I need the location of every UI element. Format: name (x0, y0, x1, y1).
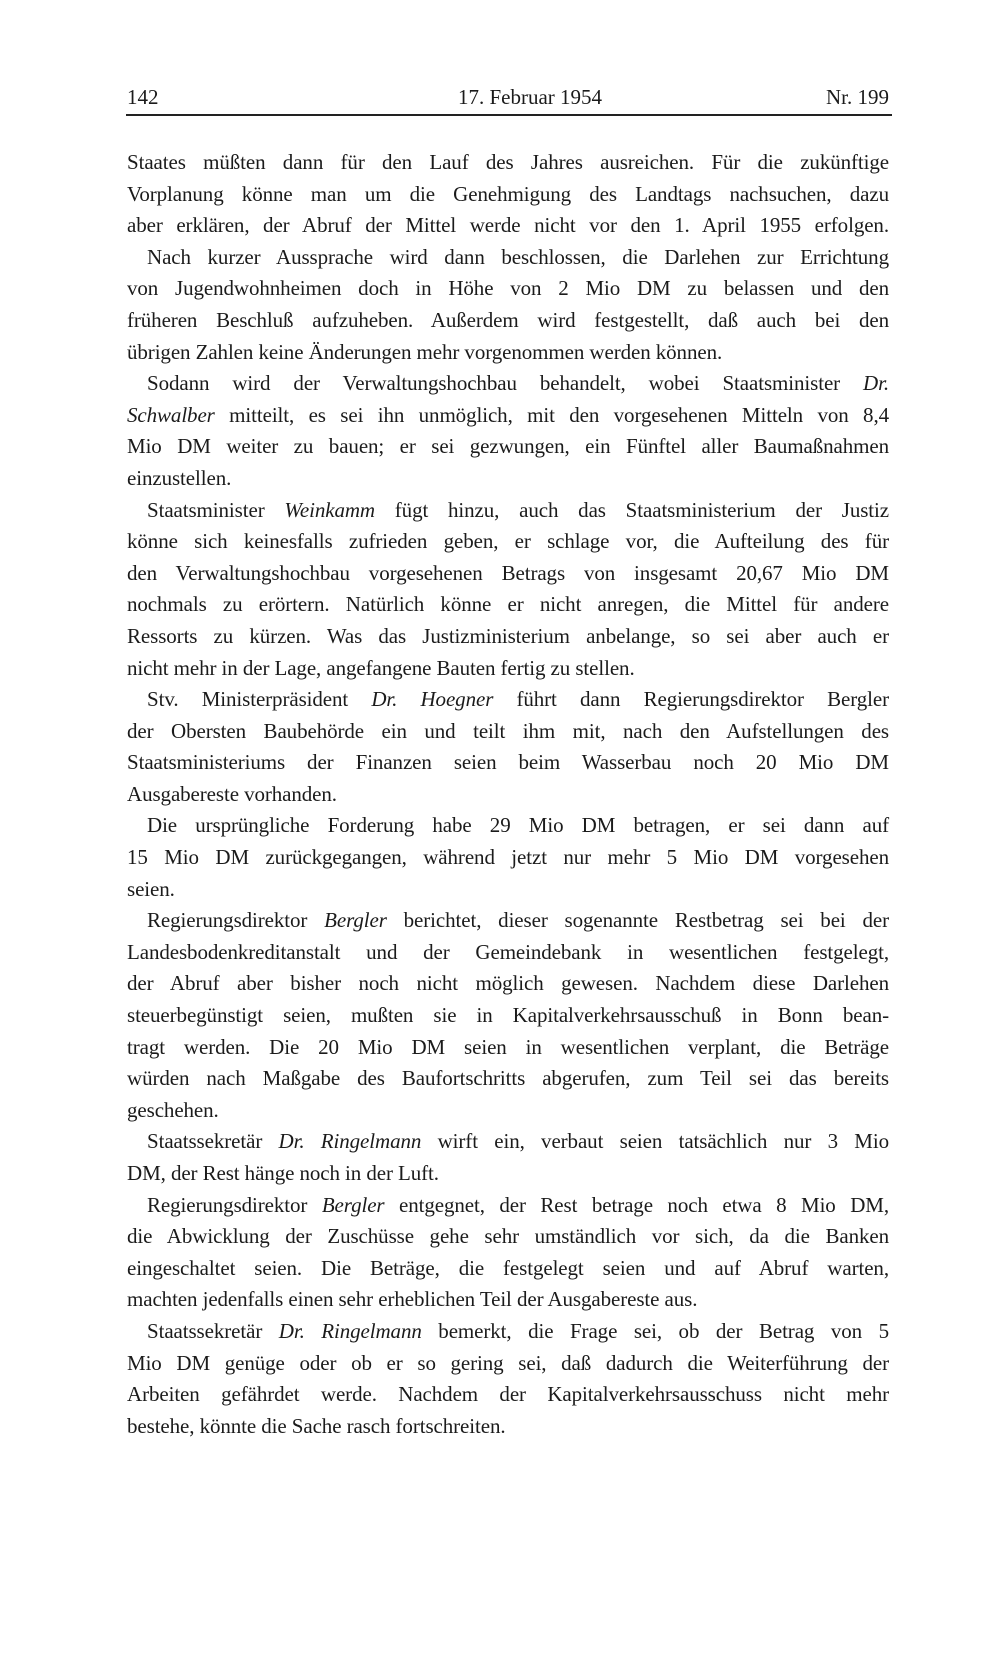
text-line: früheren Beschluß aufzuheben. Außerdem wird festgestellt, daß auch bei den (127, 307, 889, 332)
header-date: 17. Februar 1954 (457, 85, 603, 109)
text-line: geschehen. (127, 1097, 219, 1122)
text-line: Die ursprüngliche Forderung habe 29 Mio DM betragen, er sei dann auf (147, 813, 889, 838)
text-line: der Obersten Baubehörde ein und teilt ihm mit, nach den Aufstellungen des (127, 718, 889, 743)
text-line: einzustellen. (127, 465, 232, 490)
text-line: Sodann wird der Verwaltungshochbau behandelt, wobei Staatsminister Dr. (147, 371, 889, 396)
document-body (127, 147, 889, 1442)
text-line: Regierungsdirektor Bergler entgegnet, der Rest betrage noch etwa 8 Mio DM, (147, 1192, 889, 1217)
text-line: Staatsminister Weinkamm fügt hinzu, auch das Staatsministerium der Justiz (147, 497, 889, 522)
text-line: die Abwicklung der Zuschüsse gehe sehr umständlich vor sich, da die Banken (127, 1224, 889, 1249)
text-line: übrigen Zahlen keine Änderungen mehr vorgenommen werden können. (127, 339, 723, 364)
text-line: nochmals zu erörtern. Natürlich könne er nicht anregen, die Mittel für andere (127, 592, 889, 617)
text-line: von Jugendwohnheimen doch in Höhe von 2 Mio DM zu belassen und den (127, 276, 889, 301)
text-line: steuerbegünstigt seien, mußten sie in Kapitalverkehrsausschuß in Bonn bean- (127, 1003, 889, 1028)
text-line: Vorplanung könne man um die Genehmigung des Landtags nachsuchen, dazu (127, 181, 889, 206)
text-line: nicht mehr in der Lage, angefangene Bauten fertig zu stellen. (127, 655, 635, 680)
text-line: eingeschaltet seien. Die Beträge, die festgelegt seien und auf Abruf warten, (127, 1255, 889, 1280)
text-line: den Verwaltungshochbau vorgesehenen Betrags von insgesamt 20,67 Mio DM (127, 560, 889, 585)
text-line: Schwalber mitteilt, es sei ihn unmöglich, mit den vorgesehenen Mitteln von 8,4 (127, 402, 889, 427)
text-line: tragt werden. Die 20 Mio DM seien in wesentlichen verplant, die Beträge (127, 1034, 889, 1059)
paragraph (127, 810, 889, 905)
text-line: Regierungsdirektor Bergler berichtet, dieser sogenannte Restbetrag sei bei der (147, 908, 889, 933)
paragraph (127, 1316, 889, 1442)
paragraph (127, 147, 889, 242)
text-line: Landesbodenkreditanstalt und der Gemeindebank in wesentlichen festgelegt, (127, 939, 889, 964)
text-line: Staatssekretär Dr. Ringelmann wirft ein, verbaut seien tatsächlich nur 3 Mio (147, 1129, 889, 1154)
text-line: machten jedenfalls einen sehr erheblichen Teil der Ausgabereste aus. (127, 1287, 698, 1312)
text-line: Arbeiten gefährdet werde. Nachdem der Kapitalverkehrsausschuss nicht mehr (127, 1382, 889, 1407)
text-line: aber erklären, der Abruf der Mittel werde nicht vor den 1. April 1955 erfolgen. (127, 213, 889, 238)
page-number: 142 (127, 85, 159, 109)
paragraph (127, 242, 889, 368)
text-line: DM, der Rest hänge noch in der Luft. (127, 1161, 439, 1185)
text-line: bestehe, könnte die Sache rasch fortschreiten. (127, 1413, 506, 1438)
text-line: der Abruf aber bisher noch nicht möglich gewesen. Nachdem diese Darlehen (127, 971, 889, 996)
text-line: seien. (127, 876, 175, 901)
text-line: Stv. Ministerpräsident Dr. Hoegner führt dann Regierungsdirektor Bergler (147, 687, 889, 712)
issue-number: Nr. 199 (826, 85, 889, 109)
text-line: Ressorts zu kürzen. Was das Justizministerium anbelange, so sei aber auch er (127, 623, 889, 648)
paragraph (127, 905, 889, 1126)
paragraph (127, 1126, 889, 1189)
text-line: könne sich keinesfalls zufrieden geben, er schlage vor, die Aufteilung des für (127, 529, 889, 554)
text-line: Staates müßten dann für den Lauf des Jahres ausreichen. Für die zukünftige (127, 150, 889, 174)
text-line: Staatssekretär Dr. Ringelmann bemerkt, die Frage sei, ob der Betrag von 5 (147, 1318, 889, 1343)
text-line: Staatsministeriums der Finanzen seien beim Wasserbau noch 20 Mio DM (127, 750, 889, 775)
text-line: Ausgabereste vorhanden. (127, 781, 337, 806)
paragraph (127, 495, 889, 685)
text-line: Nach kurzer Aussprache wird dann beschlossen, die Darlehen zur Errichtung (147, 244, 889, 269)
text-line: 15 Mio DM zurückgegangen, während jetzt nur mehr 5 Mio DM vorgesehen (127, 845, 889, 870)
text-line: würden nach Maßgabe des Baufortschritts abgerufen, zum Teil sei das bereits (127, 1066, 889, 1091)
header-divider (126, 114, 892, 116)
page-header (127, 84, 889, 110)
paragraph (127, 368, 889, 494)
text-line: Mio DM genüge oder ob er so gering sei, daß dadurch die Weiterführung der (127, 1350, 889, 1375)
paragraph (127, 1190, 889, 1316)
text-line: Mio DM weiter zu bauen; er sei gezwungen, ein Fünftel aller Baumaßnahmen (127, 434, 889, 459)
paragraph (127, 684, 889, 810)
